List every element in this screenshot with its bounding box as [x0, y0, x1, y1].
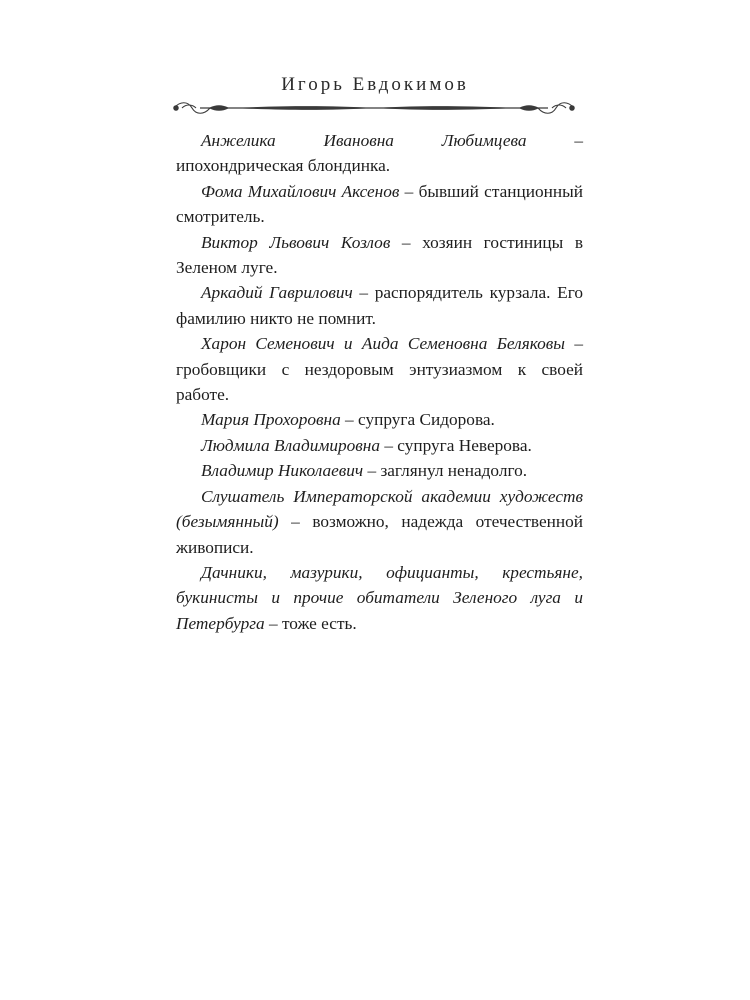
separator: – — [264, 613, 282, 633]
character-entry — [176, 128, 583, 179]
character-entry — [176, 179, 583, 230]
character-name: Слушатель Императорской академии художеств (безымянный) — [176, 486, 583, 532]
decorative-rule-icon — [170, 97, 578, 119]
character-description: хозяин гостиницы в Зеленом луге. — [176, 232, 584, 278]
character-description: распорядитель курзала. Его фамилию никто не помнит. — [176, 283, 583, 328]
character-name: Аркадий Гаврилович — [201, 283, 353, 303]
separator: – — [278, 512, 313, 532]
character-entry — [176, 230, 583, 281]
character-description: ипохондрическая блондинка. — [176, 156, 391, 176]
character-entry — [176, 407, 583, 432]
character-entry — [176, 280, 583, 331]
character-name: Виктор Львович Козлов — [201, 232, 391, 252]
character-name: Дачники, мазурики, официанты, крестьяне, букинисты и прочие обитатели Зеленого луга и Петербурга — [176, 562, 583, 633]
character-description: супруга Сидорова. — [358, 410, 495, 430]
character-name: Фома Михайлович Аксенов — [201, 181, 400, 201]
separator: – — [526, 131, 584, 150]
separator: – — [380, 435, 398, 455]
character-entry — [176, 560, 583, 636]
separator: – — [565, 334, 583, 354]
character-name: Анжелика Ивановна Любимцева — [201, 131, 527, 150]
character-entry — [176, 484, 583, 560]
character-entry — [176, 458, 583, 483]
character-entry — [176, 331, 583, 407]
separator: – — [399, 181, 419, 201]
separator: – — [363, 461, 381, 481]
character-description: гробовщики с нездоровым энтузиазмом к своей работе. — [176, 359, 583, 405]
character-name: Харон Семенович и Аида Семеновна Беляковы — [201, 334, 565, 354]
character-name: Владимир Николаевич — [201, 461, 364, 481]
separator: – — [340, 410, 358, 430]
character-description: бывший станционный смотритель. — [176, 181, 584, 227]
character-entry — [176, 433, 583, 458]
character-description: возможно, надежда отечественной живописи. — [176, 512, 583, 557]
character-list — [176, 128, 583, 636]
character-description: тоже есть. — [281, 613, 357, 633]
character-name: Мария Прохоровна — [201, 410, 341, 430]
character-description: супруга Неверова. — [397, 435, 532, 455]
separator: – — [390, 232, 423, 252]
character-name: Людмила Владимировна — [201, 435, 380, 455]
running-header-author: Игорь Евдокимов — [281, 74, 469, 95]
separator: – — [352, 283, 375, 303]
character-description: заглянул ненадолго. — [380, 461, 528, 481]
